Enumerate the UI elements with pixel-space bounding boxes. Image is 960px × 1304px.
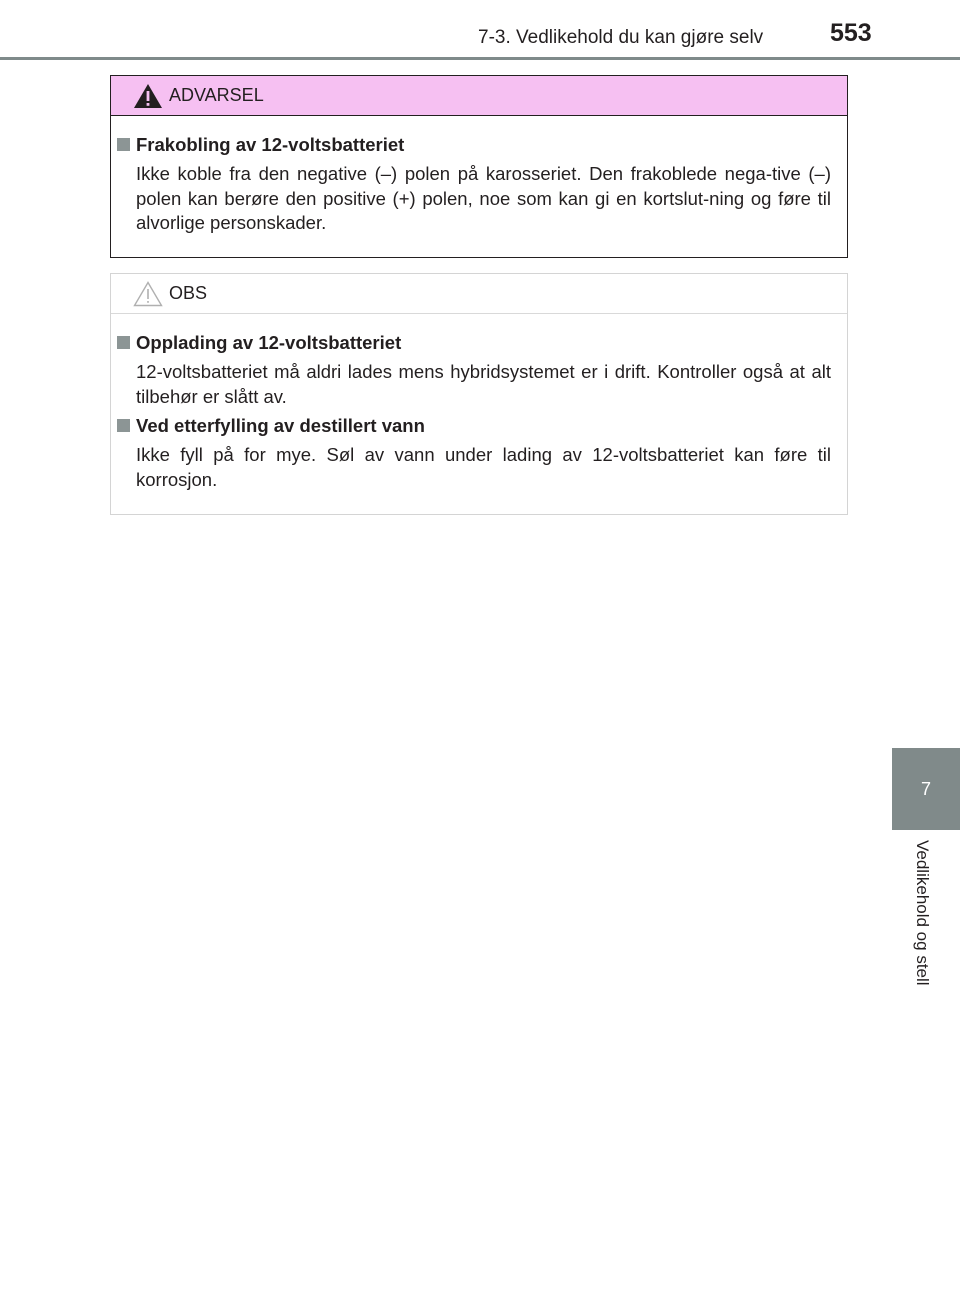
- warning-triangle-filled-icon: [133, 83, 163, 109]
- notice-item: [111, 414, 847, 492]
- item-text: 12-voltsbatteriet må aldri lades mens hybridsystemet er i drift. Kontroller også at alt tilbehør er slått av.: [136, 361, 831, 407]
- warning-items: [111, 116, 847, 236]
- item-title-text: Ved etterfylling av destillert vann: [136, 415, 425, 436]
- warning-box: [110, 75, 848, 258]
- square-bullet-icon: [117, 419, 130, 432]
- warning-label: ADVARSEL: [169, 85, 264, 105]
- notice-items: [111, 314, 847, 492]
- item-text: Ikke fyll på for mye. Søl av vann under lading av 12-voltsbatteriet kan føre til korrosjon.: [136, 444, 831, 490]
- notice-label: OBS: [169, 283, 208, 303]
- warning-triangle-outline-icon: [133, 281, 163, 307]
- notice-item: [111, 331, 847, 409]
- section-title: 7-3. Vedlikehold du kan gjøre selv: [478, 27, 764, 48]
- warning-header: [111, 76, 847, 116]
- notice-box: [110, 273, 848, 515]
- chapter-title-wrapper: [892, 836, 960, 1026]
- notice-header: [111, 274, 847, 314]
- item-title: [111, 133, 847, 157]
- chapter-tab: [892, 748, 960, 830]
- warning-item: [111, 133, 847, 236]
- item-title: [111, 331, 847, 355]
- square-bullet-icon: [117, 336, 130, 349]
- square-bullet-icon: [117, 138, 130, 151]
- chapter-number: 7: [920, 778, 931, 799]
- item-text: Ikke koble fra den negative (–) polen på karosseriet. Den frakoblede nega-tive (–) polen kan berøre den positive (+) polen, noe som kan gi en kortslut-ning og føre til alvorlige personskader.: [136, 163, 831, 233]
- page-number: 553: [830, 19, 872, 47]
- item-title-text: Opplading av 12-voltsbatteriet: [136, 332, 402, 353]
- chapter-title: Vedlikehold og stell: [913, 840, 932, 986]
- item-title: [111, 414, 847, 438]
- header-divider: [0, 57, 960, 60]
- item-title-text: Frakobling av 12-voltsbatteriet: [136, 134, 405, 155]
